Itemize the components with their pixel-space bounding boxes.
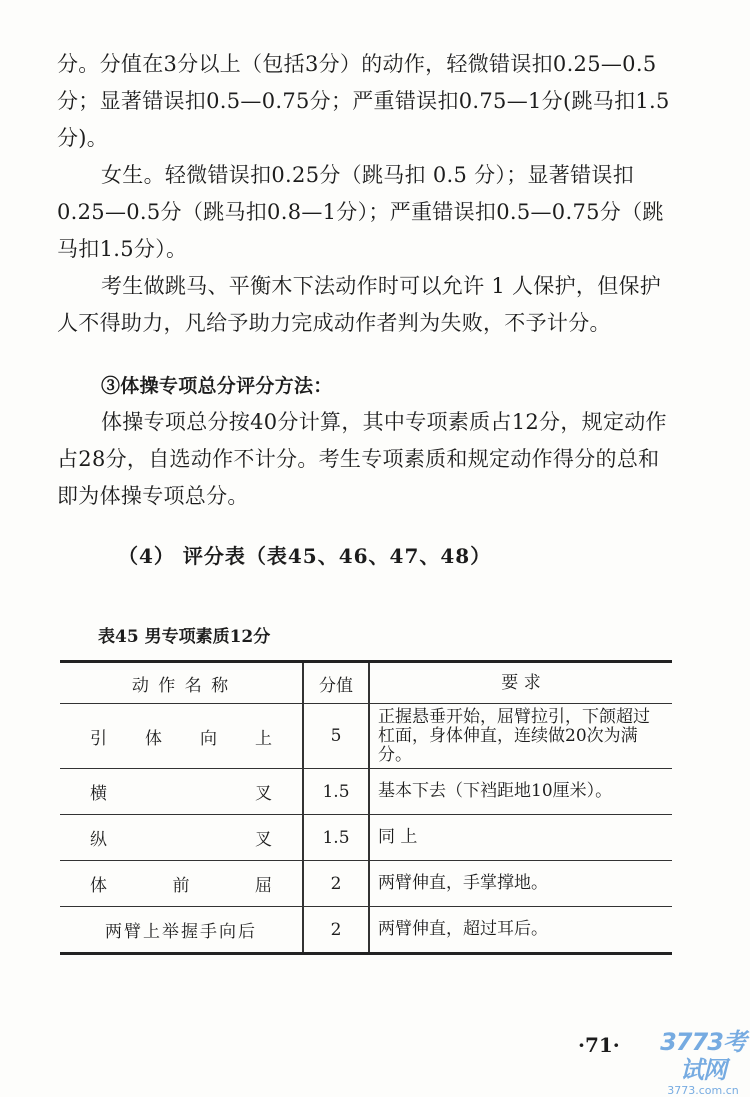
cell-action-name [60, 769, 303, 815]
section-heading-total-score-method: ③体操专项总分评分方法： [101, 375, 333, 397]
paragraph-total-score: 体操专项总分按40分计算，其中专项素质占12分，规定动作占28分，自选动作不计分。考生专项素质和规定动作得分的总和即为体操专项总分。 [57, 410, 667, 508]
table-row [60, 815, 672, 861]
cell-action-name [60, 907, 303, 954]
site-watermark [656, 1028, 750, 1097]
sub-heading-score-tables: （4） 评分表（表45、46、47、48） [118, 544, 492, 568]
header-action-name: 动 作 名 称 [60, 662, 303, 704]
name-char: 体 [145, 728, 162, 749]
cell-action-name [60, 704, 303, 769]
name-char: 引 [90, 728, 107, 749]
name-char: 叉 [255, 830, 272, 850]
page-number: ·71· [578, 1033, 620, 1057]
cell-score: 1.5 [303, 815, 369, 861]
cell-requirement: 基本下去（下裆距地10厘米）。 [369, 769, 672, 815]
paragraph-vault-protection: 考生做跳马、平衡木下法动作时可以允许 1 人保护，但保护人不得助力，凡给予助力完成动作者判为失败，不予计分。 [57, 274, 662, 335]
header-score: 分值 [303, 662, 369, 704]
name-char: 纵 [90, 830, 107, 850]
cell-requirement: 两臂伸直，超过耳后。 [369, 907, 672, 954]
name-char: 上 [255, 728, 272, 749]
cell-requirement: 同 上 [369, 815, 672, 861]
table-header-row [60, 662, 672, 704]
cell-score: 2 [303, 907, 369, 954]
name-char: 向 [200, 728, 217, 749]
cell-requirement: 两臂伸直，手掌撑地。 [369, 861, 672, 907]
name-char: 屈 [255, 876, 272, 896]
name-char: 叉 [255, 784, 272, 804]
cell-requirement: 正握悬垂开始，屈臂拉引，下颌超过杠面，身体伸直，连续做20次为满分。 [369, 704, 672, 769]
name-char: 两臂上举握手向后 [105, 922, 257, 942]
watermark-logo: 3773考试网 [660, 1028, 746, 1084]
paragraph-male-deductions: 分。分值在3分以上（包括3分）的动作，轻微错误扣0.25—0.5分；显著错误扣0.5—0.75分；严重错误扣0.75—1分(跳马扣1.5分)。 [57, 52, 670, 150]
cell-action-name [60, 815, 303, 861]
name-char: 前 [172, 876, 190, 896]
table-row [60, 907, 672, 954]
score-table [60, 660, 672, 955]
table-row [60, 769, 672, 815]
watermark-domain: 3773.com.cn [667, 1084, 739, 1097]
cell-score: 5 [303, 704, 369, 769]
table-row [60, 704, 672, 769]
name-char: 横 [90, 784, 107, 804]
name-char: 体 [90, 876, 107, 896]
paragraph-female-deductions: 女生。轻微错误扣0.25分（跳马扣 0.5 分）；显著错误扣0.25—0.5分（跳马扣0.8—1分）；严重错误扣0.5—0.75分（跳马扣1.5分）。 [57, 163, 664, 261]
cell-score: 1.5 [303, 769, 369, 815]
table-row [60, 861, 672, 907]
cell-score: 2 [303, 861, 369, 907]
header-requirement: 要 求 [369, 662, 672, 704]
table-caption: 表45 男专项素质12分 [98, 627, 271, 647]
cell-action-name [60, 861, 303, 907]
